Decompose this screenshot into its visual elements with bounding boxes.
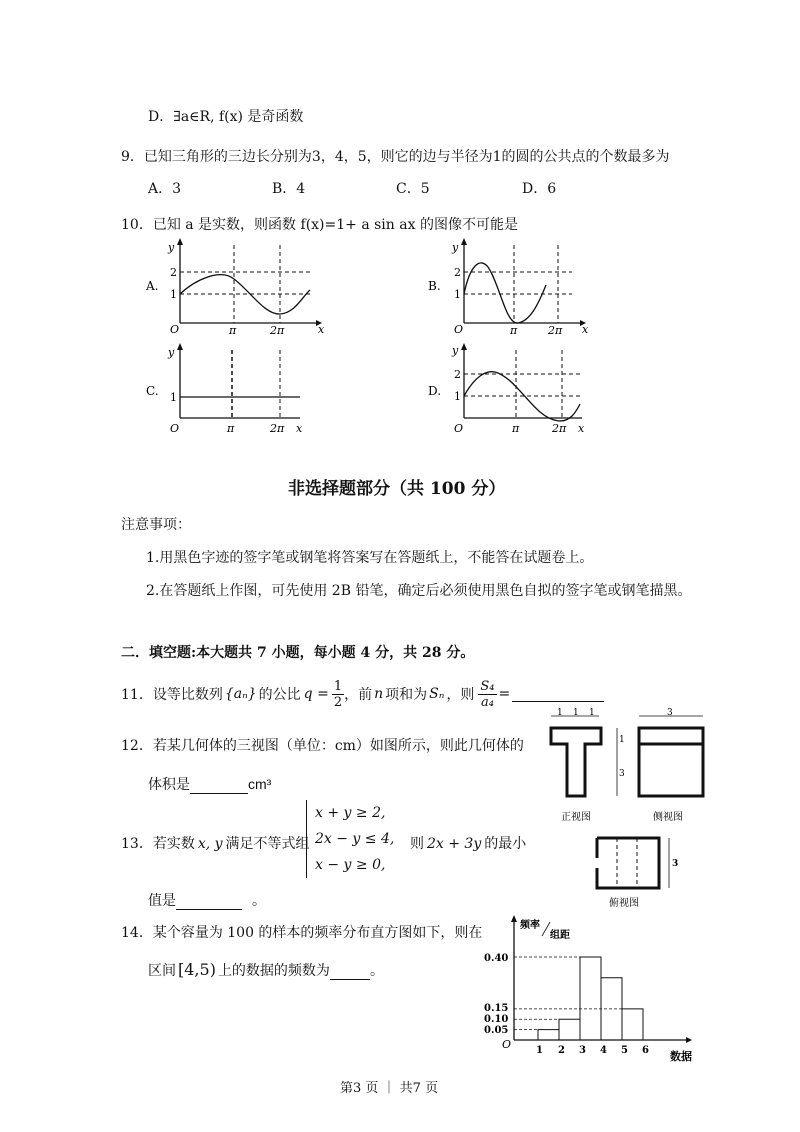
graph-a-letter: A. — [146, 279, 159, 293]
hist-bar-3 — [580, 957, 601, 1040]
graph-b-2pi: 2π — [548, 324, 563, 335]
q13-inequality-system — [306, 800, 394, 878]
q12-answer-blank[interactable] — [190, 779, 248, 794]
q10-graph-a — [140, 235, 330, 335]
graph-d-pi: π — [512, 422, 520, 435]
hist-bar-2 — [559, 1019, 580, 1040]
hist-xtick-1: 1 — [536, 1045, 543, 1056]
note-item-2: 2.在答题纸上作图，可先使用 2B 铅笔，确定后必须使用黑色自拟的签字笔或钢笔描黑。 — [146, 583, 692, 599]
q13-line1 — [121, 833, 310, 853]
dim-top-3: 1 — [589, 708, 595, 718]
q11-mid1: 的公比 — [258, 687, 301, 703]
graph-b-o: O — [454, 323, 464, 335]
q9-option-d: D．6 — [522, 181, 557, 197]
notes-heading: 注意事项： — [121, 517, 191, 533]
dim-height-1: 1 — [619, 735, 625, 745]
q9-option-a: A．3 — [148, 181, 182, 197]
q11-s4-a4-fraction — [478, 679, 496, 710]
q8-option-d: D．∃a∈R, f(x) 是奇函数 — [148, 109, 304, 125]
hist-xtick-3: 3 — [579, 1045, 586, 1056]
graph-c-letter: C. — [146, 384, 159, 398]
note-item-1: 1.用黑色字迹的签字笔或钢笔将答案写在答题纸上，不能答在试题卷上。 — [146, 550, 594, 566]
q12-line1: 12．若某几何体的三视图（单位：cm）如图所示，则此几何体的 — [121, 738, 524, 754]
graph-a-2pi: 2π — [270, 324, 285, 335]
q11-frac-num: 1 — [333, 678, 343, 694]
dim-top-view-3: 3 — [672, 859, 679, 869]
q11-n: n — [374, 686, 384, 702]
q13-target: 2x + 3y — [427, 836, 482, 852]
hist-ytick-040: 0.40 — [484, 953, 509, 964]
graph-b-letter: B. — [428, 279, 441, 293]
hist-xtick-4: 4 — [600, 1045, 607, 1056]
q13-suffix-pre: 则 — [410, 836, 424, 852]
front-view-label: 正视图 — [561, 812, 591, 823]
hist-ytick-015: 0.15 — [484, 1003, 509, 1014]
section-title: 非选择题部分（共 100 分） — [288, 479, 506, 499]
three-view-figure — [535, 704, 715, 914]
graph-a-1: 1 — [170, 288, 177, 301]
q14-line2-suffix: 上的数据的频数为 — [217, 963, 330, 979]
q9-stem: 9．已知三角形的三边长分别为3，4，5，则它的边与半径为1的圆的公共点的个数最多为 — [121, 149, 670, 165]
q13-line2-end: 。 — [252, 893, 266, 909]
graph-d-2: 2 — [454, 368, 461, 381]
graph-a-o: O — [170, 323, 180, 335]
hist-origin: O — [502, 1038, 512, 1051]
q10-graph-d — [422, 340, 612, 440]
graph-c-pi: π — [227, 422, 235, 435]
graph-a-x: x — [318, 323, 325, 335]
hist-ylabel-top: 频率 — [520, 920, 540, 931]
part2-title: 二．填空题:本大题共 7 小题，每小题 4 分，共 28 分。 — [121, 645, 475, 661]
q13-ineq-3: x − y ≥ 0, — [315, 857, 386, 873]
q11-ratio-num: S₄ — [480, 678, 495, 694]
side-view-label: 侧视图 — [653, 812, 683, 823]
q13-mid: 满足不等式组 — [225, 836, 310, 852]
q13-line2-text: 值是 — [148, 893, 176, 909]
q9-option-c: C．5 — [396, 181, 430, 197]
hist-xlabel: 数据 — [670, 1050, 692, 1063]
q13-ineq-1: x + y ≥ 2, — [315, 805, 386, 821]
graph-c-1: 1 — [170, 391, 177, 404]
hist-ylabel-bottom: 组距 — [550, 930, 570, 941]
frequency-histogram — [480, 912, 700, 1064]
hist-xtick-2: 2 — [558, 1045, 565, 1056]
q13-answer-blank[interactable] — [176, 895, 242, 910]
q12-line2-prefix: 体积是 — [148, 777, 190, 793]
dim-top-1: 1 — [557, 708, 563, 718]
graph-b-1: 1 — [454, 288, 461, 301]
q13-prefix: 13．若实数 — [121, 836, 195, 852]
graph-d-letter: D. — [428, 384, 442, 398]
q11-mid4: ，则 — [446, 687, 475, 703]
q14-interval: [4,5) — [178, 960, 216, 979]
q13-tail — [410, 833, 526, 853]
q14-line1: 14．某个容量为 100 的样本的频率分布直方图如下，则在 — [121, 925, 483, 941]
q11-prefix: 11．设等比数列 — [121, 687, 223, 703]
q13-ineq-2: 2x − y ≤ 4, — [315, 831, 395, 847]
graph-c-2pi: 2π — [270, 422, 285, 435]
page-footer: 第3 页 ｜ 共7 页 — [340, 1081, 439, 1096]
q11-seq: {aₙ} — [224, 686, 257, 702]
graph-a-pi: π — [229, 324, 237, 335]
q14-answer-blank[interactable] — [330, 965, 370, 980]
q11 — [121, 672, 604, 716]
q11-frac-den: 2 — [333, 694, 343, 710]
q10-graph-b — [422, 235, 612, 335]
q11-sn: Sₙ — [429, 686, 445, 702]
q11-mid2: ，前 — [344, 687, 373, 703]
graph-d-2pi: 2π — [552, 422, 567, 435]
graph-d-o: O — [454, 422, 464, 435]
hist-xtick-6: 6 — [642, 1045, 649, 1056]
q11-mid3: 项和为 — [385, 687, 428, 703]
q14-line2-prefix: 区间 — [148, 963, 176, 979]
hist-xtick-5: 5 — [621, 1045, 628, 1056]
q13-vars: x, y — [197, 836, 223, 852]
q14-line2-end: 。 — [369, 963, 384, 979]
q10-graph-c — [140, 340, 330, 440]
top-view-label: 俯视图 — [609, 898, 639, 909]
q11-q-eq: q = — [303, 686, 329, 702]
dim-height-3: 3 — [619, 769, 625, 779]
hist-bars — [538, 957, 643, 1040]
q14-line2 — [148, 960, 384, 980]
dim-side-3: 3 — [667, 708, 673, 718]
graph-b-y: y — [452, 241, 459, 254]
graph-b-2: 2 — [454, 266, 461, 279]
q13-suffix: 的最小 — [484, 836, 527, 852]
graph-a-2: 2 — [170, 266, 177, 279]
graph-b-x: x — [582, 323, 589, 335]
q11-eq: = — [498, 686, 511, 702]
q11-ratio-fraction — [332, 679, 344, 710]
q10-stem: 10．已知 a 是实数，则函数 f(x)=1+ a sin ax 的图像不可能是 — [121, 217, 518, 233]
hist-bar-5 — [622, 1009, 643, 1040]
graph-d-y: y — [452, 344, 459, 357]
q12-line2 — [148, 774, 271, 794]
graph-c-o: O — [170, 422, 180, 435]
q11-answer-blank[interactable] — [512, 687, 604, 702]
q9-option-b: B．4 — [272, 181, 306, 197]
q11-ratio-den: a₄ — [480, 694, 494, 710]
graph-a-y: y — [168, 241, 175, 254]
graph-b-pi: π — [510, 324, 518, 335]
hist-bar-1 — [538, 1030, 559, 1040]
hist-ytick-005: 0.05 — [484, 1025, 509, 1036]
hist-guides — [514, 957, 622, 1030]
graph-c-y: y — [168, 346, 175, 359]
graph-d-1: 1 — [454, 390, 461, 403]
graph-d-x: x — [578, 422, 585, 435]
hist-ytick-010: 0.10 — [484, 1014, 509, 1025]
dim-top-2: 1 — [573, 708, 579, 718]
q12-unit: cm³ — [248, 776, 272, 792]
graph-c-x: x — [296, 422, 303, 435]
q13-line2 — [148, 890, 266, 910]
